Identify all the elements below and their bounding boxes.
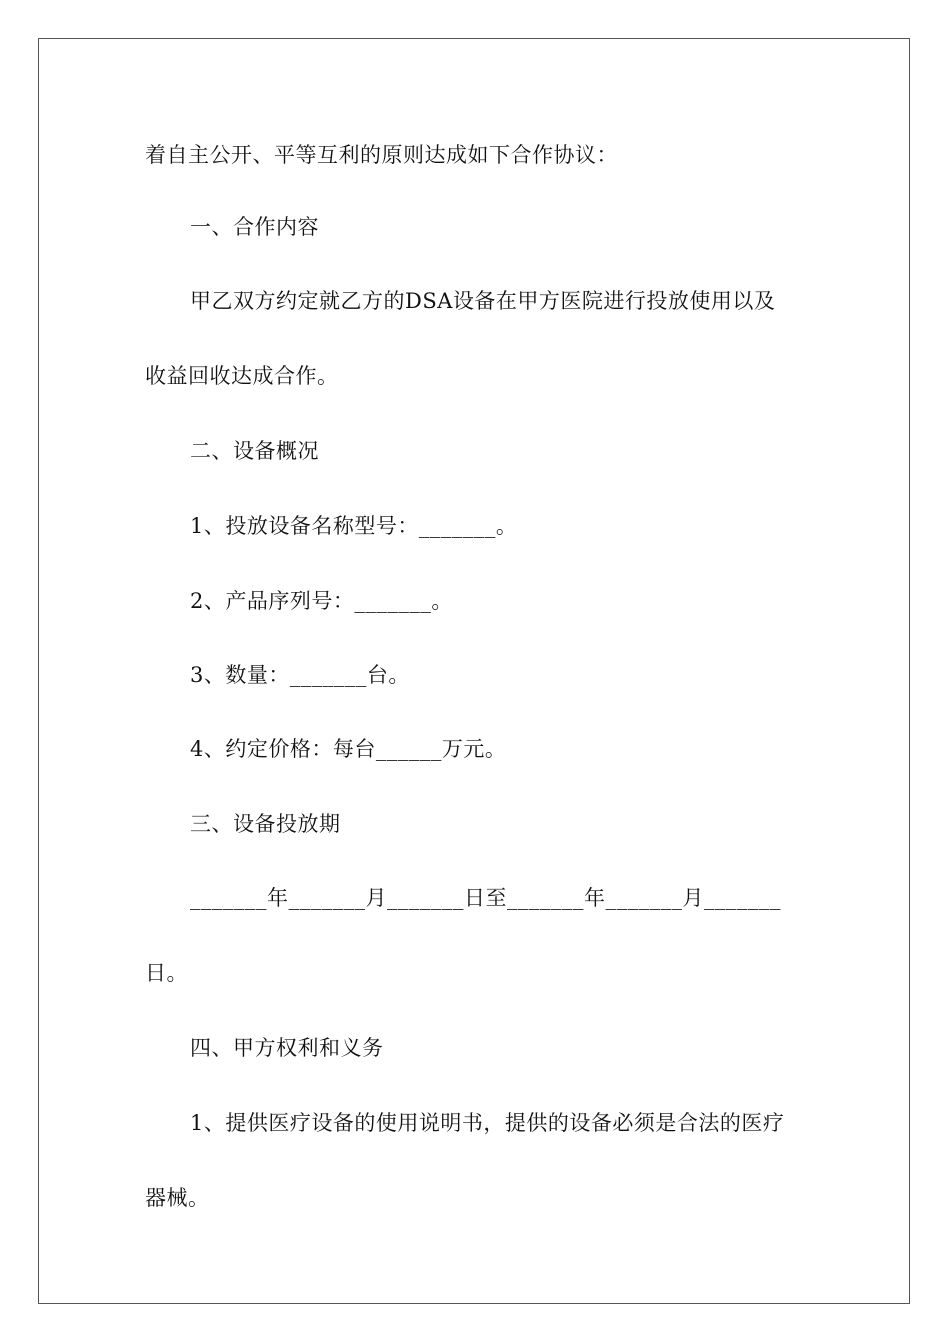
section2-heading: 二、设备概况 [190,439,319,463]
serial-number-item: 2、产品序列号：_______。 [190,589,453,613]
period-line2: 日。 [145,961,188,985]
period-line1: _______年_______月_______日至_______年_______月_______ [190,886,781,910]
section1-paragraph-line1: 甲乙双方约定就乙方的DSA设备在甲方医院进行投放使用以及 [190,289,776,313]
equipment-model-item: 1、投放设备名称型号：_______。 [190,514,518,538]
intro-line: 着自主公开、平等互利的原则达成如下合作协议： [145,143,618,167]
section4-item1-line2: 器械。 [145,1186,210,1210]
section1-paragraph-line2: 收益回收达成合作。 [145,364,339,388]
section4-heading: 四、甲方权利和义务 [190,1036,384,1060]
section3-heading: 三、设备投放期 [190,812,341,836]
section1-heading: 一、合作内容 [190,215,319,239]
section4-item1-line1: 1、提供医疗设备的使用说明书，提供的设备必须是合法的医疗 [190,1111,785,1135]
quantity-item: 3、数量：_______台。 [190,663,410,687]
price-item: 4、约定价格：每台______万元。 [190,737,507,761]
